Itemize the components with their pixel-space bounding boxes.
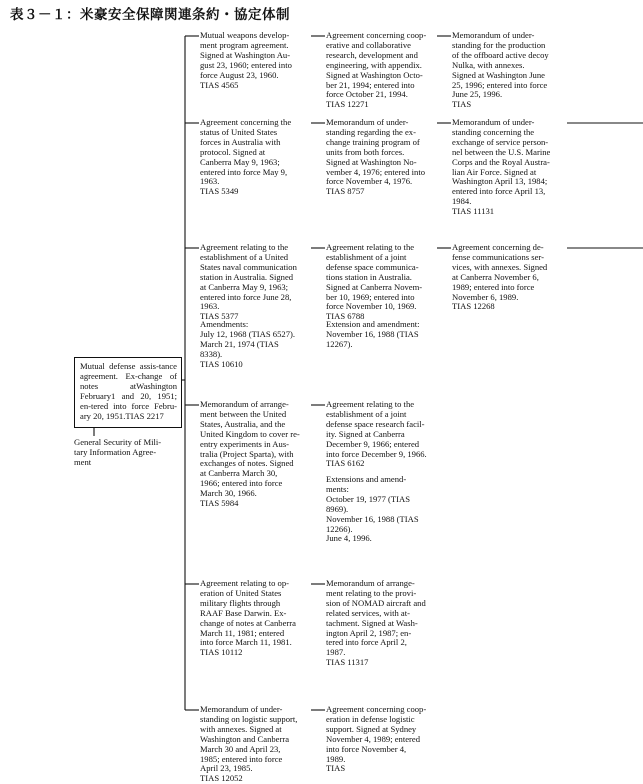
gsomia-text	[74, 438, 186, 468]
text-line: June 25, 1996.	[452, 89, 503, 100]
table-title: 表３－１：米豪安全保障関連条約・協定体制	[10, 7, 290, 23]
text-line: entered into force June 28,	[200, 291, 292, 302]
col2-entry-8	[326, 705, 437, 774]
text-line: Signed at Washington No-	[326, 156, 417, 167]
text-line: TIAS 11317	[326, 657, 369, 668]
text-line: ber 21, 1994; entered into	[326, 79, 415, 90]
text-line: establishment of a joint	[326, 251, 407, 262]
text-line: station in Australia. Signed	[200, 271, 294, 282]
text-line: 25, 1996; entered into force	[452, 79, 548, 90]
text-line: RAAF Base Darwin. Ex-	[200, 607, 287, 618]
text-line: TIAS 5349	[200, 186, 239, 197]
text-line: force August 23, 1960.	[200, 69, 279, 80]
text-line: Signed at Washington June	[452, 69, 545, 80]
text-line: standing regarding the ex-	[326, 126, 416, 137]
text-line: ment	[74, 456, 92, 467]
text-line: 1989; entered into force	[452, 281, 535, 292]
col1-entry-3	[200, 243, 311, 322]
text-line: ity. Signed at Canberra	[326, 428, 405, 439]
text-line: tions station in Australia.	[326, 271, 412, 282]
text-line: into force March 11, 1981.	[200, 637, 292, 648]
text-line: March 21, 1974 (TIAS	[200, 338, 279, 349]
text-line: TIAS 5984	[200, 498, 239, 509]
text-line: 1987.	[326, 647, 346, 658]
text-line: related services, with at-	[326, 607, 410, 618]
col1-entry-1	[200, 31, 311, 90]
text-line: Canberra May 9, 1963;	[200, 156, 280, 167]
text-line: June 4, 1996.	[326, 533, 372, 544]
text-line: July 12, 1968 (TIAS 6527).	[200, 328, 296, 339]
text-line: entry experiments in Aus-	[200, 438, 290, 449]
text-line: 8969).	[326, 503, 349, 514]
text-line: TIAS 12052	[200, 773, 243, 784]
text-line: at Canberra November 6,	[452, 271, 539, 282]
text-line: ment between the United	[200, 408, 287, 419]
text-line: standing on logistic support,	[200, 713, 298, 724]
text-line: TIAS 5377	[200, 311, 239, 322]
text-line: ment program agreement.	[200, 39, 289, 50]
text-line: April 23, 1985.	[200, 763, 253, 774]
text-line: tered into force April 2,	[326, 637, 407, 648]
text-line: defense space research facil-	[326, 418, 425, 429]
col1-entry-2	[200, 118, 311, 197]
text-line: support. Signed at Sydney	[326, 723, 417, 734]
text-line: into force December 9, 1966.	[326, 448, 427, 459]
col2-entry-6	[326, 475, 437, 544]
text-line: Memorandum of arrange-	[326, 578, 415, 588]
text-line: Corps and the Royal Austra-	[452, 156, 550, 167]
col2-entry-2	[326, 118, 437, 197]
text-line: of the offboard active decoy	[452, 49, 549, 60]
text-line: units from both forces.	[326, 146, 405, 157]
text-line: March 30, 1966.	[200, 488, 257, 499]
text-line: tary Information Agree-	[74, 446, 157, 457]
col1-entry-7	[200, 705, 311, 784]
text-line: TIAS 10610	[200, 358, 243, 369]
text-line: sion of NOMAD aircraft and	[326, 597, 426, 608]
text-line: eration in defense logistic	[326, 713, 415, 724]
text-line: Memorandum of under-	[452, 30, 535, 40]
text-line: Agreement concerning de-	[452, 242, 544, 252]
col3-entry-1	[452, 31, 566, 110]
text-line: eration of United States	[200, 587, 282, 598]
text-line: Mutual defense assis-	[80, 361, 159, 371]
text-line: vember 4, 1976; entered into	[326, 166, 426, 177]
col2-entry-3	[326, 243, 437, 322]
col2-entry-7	[326, 579, 437, 668]
text-line: 1984.	[452, 196, 472, 207]
text-line: change of notes at	[80, 370, 177, 391]
text-line: gust 23, 1960; entered into	[200, 59, 292, 70]
text-line: at Canberra March 30,	[200, 468, 278, 479]
text-line: General Security of Mili-	[74, 437, 162, 447]
text-line: ments:	[326, 483, 349, 494]
text-line: Extensions and amend-	[326, 474, 407, 484]
text-line: Memorandum of under-	[452, 117, 535, 127]
text-line: 1985; entered into force	[200, 753, 283, 764]
text-line: Nulka, with annexes.	[452, 59, 525, 70]
text-line: research, development and	[326, 49, 418, 60]
text-line: vices, with annexes. Signed	[452, 261, 548, 272]
root-agreement-text	[80, 362, 177, 421]
text-line: Signed at Canberra Novem-	[326, 281, 423, 292]
text-line: Agreement relating to op-	[200, 578, 290, 588]
text-line: force November 4, 1976.	[326, 176, 413, 187]
text-line: TIAS 12271	[326, 99, 369, 110]
text-line: March 30 and April 23,	[200, 743, 281, 754]
text-line: 12266).	[326, 523, 353, 534]
text-line: change of notes at Canberra	[200, 617, 296, 628]
text-line: November 4, 1989; entered	[326, 733, 421, 744]
text-line: standing concerning the	[452, 126, 535, 137]
text-line: engineering, with appendix.	[326, 59, 422, 70]
col3-entry-2	[452, 118, 566, 217]
text-line: TIAS 11131	[452, 206, 495, 217]
text-line: 1963.	[200, 176, 220, 187]
text-line: Agreement concerning the	[200, 117, 292, 127]
text-line: Agreement concerning coop-	[326, 704, 427, 714]
text-line: Signed at Washington Octo-	[326, 69, 423, 80]
text-line: November 16, 1988 (TIAS	[326, 328, 419, 339]
text-line: Agreement relating to the	[200, 242, 289, 252]
text-line: force October 21, 1994.	[326, 89, 408, 100]
text-line: October 19, 1977 (TIAS	[326, 493, 411, 504]
text-line: March 11, 1981; entered	[200, 627, 285, 638]
text-line: TIAS 8757	[326, 186, 365, 197]
text-line: establishment of a United	[200, 251, 289, 262]
text-line: establishment of a joint	[326, 408, 407, 419]
text-line: TIAS	[452, 99, 472, 110]
text-line: Amendments:	[200, 319, 249, 329]
text-line: ary 20, 1951.	[80, 410, 126, 421]
text-line: TIAS 2217	[125, 410, 164, 421]
text-line: Washington February	[80, 380, 177, 401]
text-line: United Kingdom to cover re-	[200, 428, 300, 439]
text-line: lian Air Force. Signed at	[452, 166, 537, 177]
text-line: Agreement concerning coop-	[326, 30, 427, 40]
text-line: Washington and Canberra	[200, 733, 290, 744]
text-line: 1963.	[200, 301, 220, 312]
col3-entry-3	[452, 243, 566, 312]
text-line: 12267).	[326, 338, 353, 349]
col1-entry-6	[200, 579, 311, 658]
text-line: tered into force Febru-	[90, 400, 177, 411]
text-line: ington April 2, 1987; en-	[326, 627, 412, 638]
text-line: 1 and 20, 1951; en-	[80, 390, 177, 411]
text-line: at Canberra May 9, 1963;	[200, 281, 289, 292]
text-line: Memorandum of under-	[200, 704, 283, 714]
col1-entry-5	[200, 400, 311, 509]
col1-entry-4	[200, 320, 311, 370]
text-line: TIAS 12268	[452, 301, 495, 312]
text-line: exchange of service person-	[452, 136, 549, 147]
text-line: status of United States	[200, 126, 278, 137]
text-line: TIAS 10112	[200, 647, 243, 658]
text-line: with annexes. Signed at	[200, 723, 282, 734]
text-line: ment relating to the provi-	[326, 587, 417, 598]
text-line: November 6, 1989.	[452, 291, 519, 302]
text-line: Agreement relating to the	[326, 399, 415, 409]
text-line: November 16, 1988 (TIAS	[326, 513, 419, 524]
text-line: force November 10, 1969.	[326, 301, 417, 312]
text-line: tralia (Project Sparta), with	[200, 448, 294, 459]
text-line: erative and collaborative	[326, 39, 411, 50]
text-line: TIAS 6162	[326, 458, 365, 469]
text-line: entered into force April 13,	[452, 186, 546, 197]
col2-entry-1	[326, 31, 437, 110]
text-line: change training program of	[326, 136, 420, 147]
text-line: 1989.	[326, 753, 346, 764]
text-line: tachment. Signed at Wash-	[326, 617, 418, 628]
text-line: Mutual weapons develop-	[200, 30, 290, 40]
text-line: 8338).	[200, 348, 223, 359]
col2-entry-5	[326, 400, 437, 469]
text-line: defense space communica-	[326, 261, 419, 272]
text-line: ber 10, 1969; entered into	[326, 291, 415, 302]
text-line: 1966; entered into force	[200, 478, 283, 489]
text-line: States naval communication	[200, 261, 297, 272]
text-line: into force November 4,	[326, 743, 407, 754]
text-line: TIAS 6788	[326, 311, 365, 322]
text-line: fense communications ser-	[452, 251, 544, 262]
col2-entry-4	[326, 320, 437, 350]
text-line: December 9, 1966; entered	[326, 438, 420, 449]
text-line: tance agreement. Ex-	[80, 361, 177, 381]
text-line: TIAS 4565	[200, 79, 239, 90]
text-line: Washington April 13, 1984;	[452, 176, 548, 187]
text-line: nel between the U.S. Marine	[452, 146, 551, 157]
text-line: TIAS	[326, 763, 346, 774]
text-line: Memorandum of arrange-	[200, 399, 289, 409]
text-line: Memorandum of under-	[326, 117, 409, 127]
text-line: protocol. Signed at	[200, 146, 266, 157]
text-line: entered into force May 9,	[200, 166, 288, 177]
root-agreement-box	[74, 357, 182, 428]
text-line: military flights through	[200, 597, 281, 608]
text-line: States, Australia, and the	[200, 418, 286, 429]
text-line: Agreement relating to the	[326, 242, 415, 252]
text-line: forces in Australia with	[200, 136, 281, 147]
text-line: Extension and amendment:	[326, 319, 420, 329]
text-line: Signed at Washington Au-	[200, 49, 291, 60]
text-line: standing for the production	[452, 39, 546, 50]
text-line: exchanges of notes. Signed	[200, 458, 294, 469]
